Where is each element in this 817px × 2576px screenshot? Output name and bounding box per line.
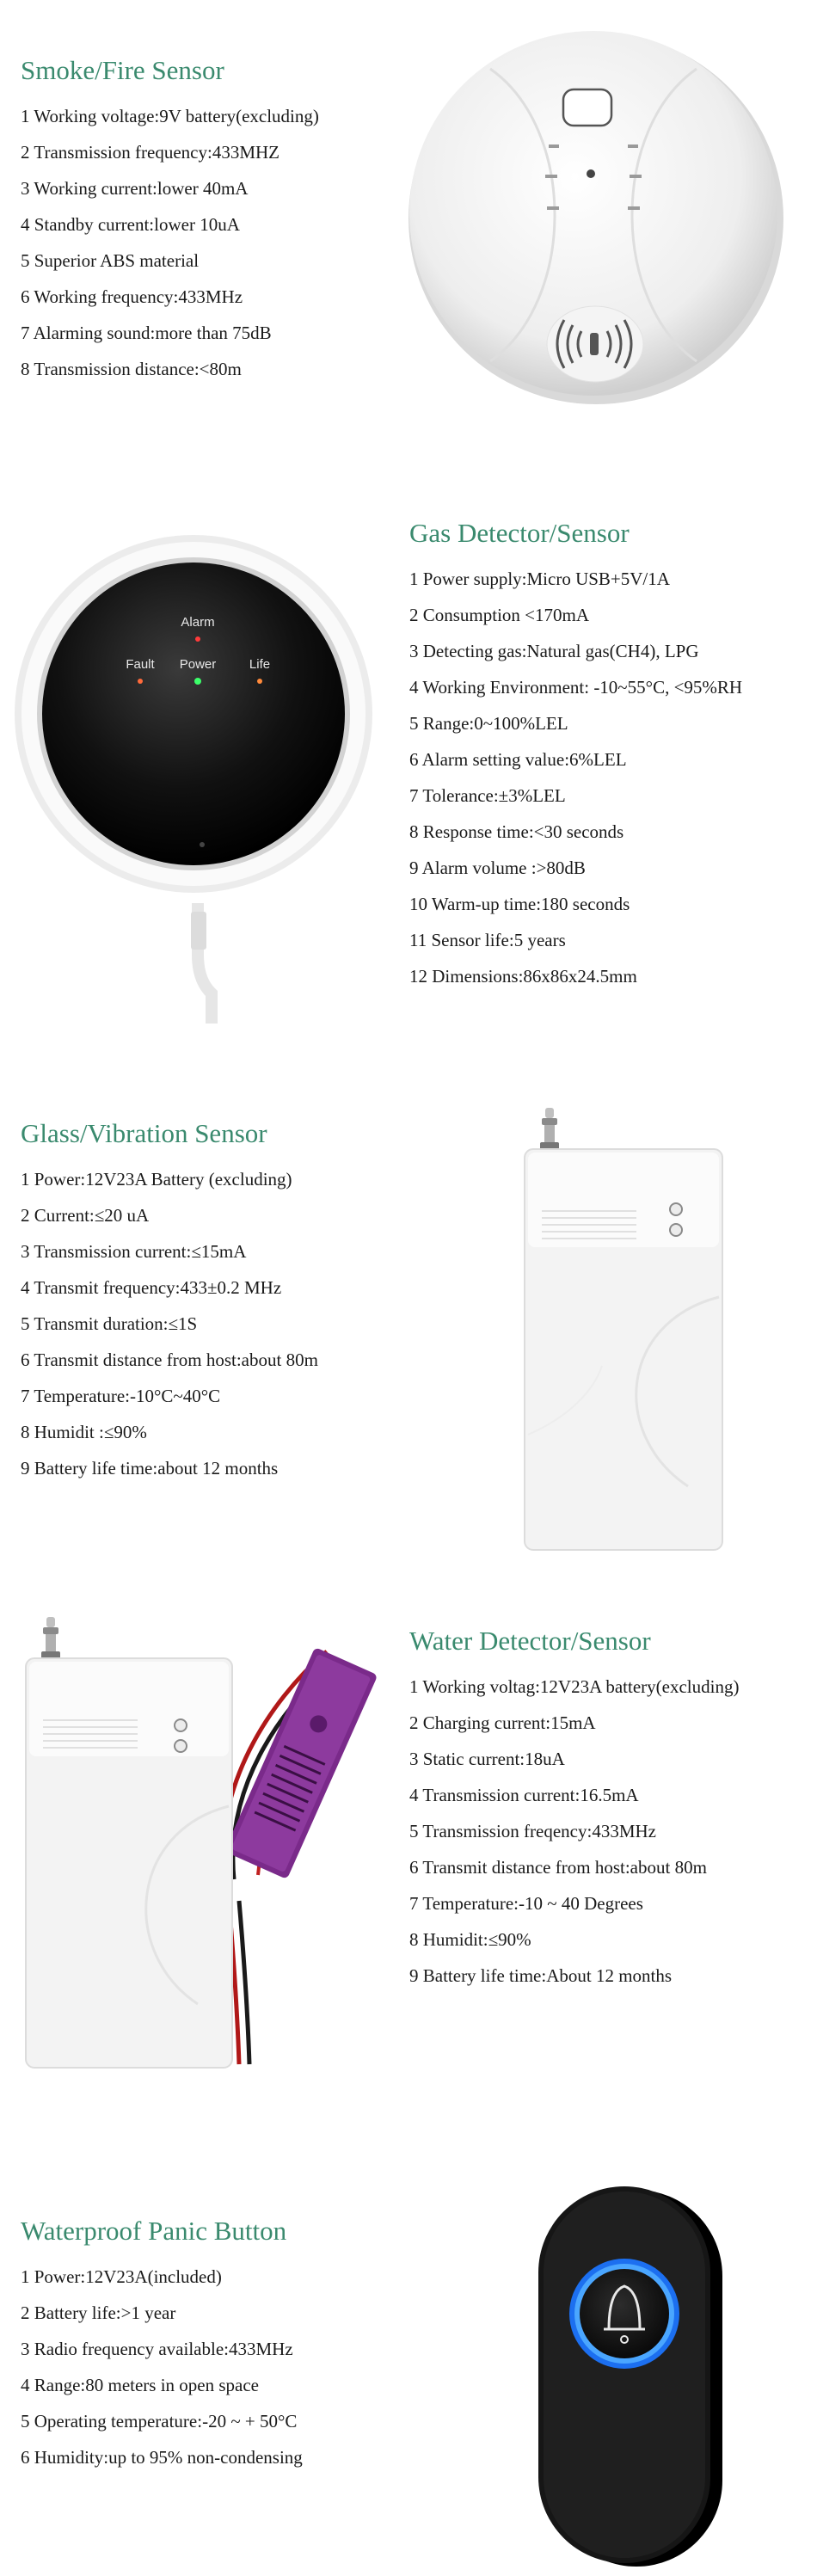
spec-item: 2 Charging current:15mA	[409, 1712, 596, 1733]
spec-item: 1 Power:12V23A(included)	[21, 2266, 222, 2287]
spec-item: 3 Radio frequency available:433MHz	[21, 2339, 293, 2359]
spec-item: 7 Temperature:-10°C~40°C	[21, 1386, 221, 1406]
life-indicator-label: Life	[249, 657, 271, 672]
spec-item: 9 Battery life time:about 12 months	[21, 1458, 279, 1479]
section-glass-vibration-sensor	[0, 1041, 817, 1557]
spec-item: 4 Transmission current:16.5mA	[409, 1785, 639, 1805]
spec-item: 9 Battery life time:About 12 months	[409, 1965, 673, 1986]
spec-item: 7 Tolerance:±3%LEL	[409, 785, 566, 806]
section-title: Gas Detector/Sensor	[409, 518, 630, 548]
spec-item: 8 Humidit:≤90%	[409, 1929, 531, 1950]
section-water-detector	[0, 1557, 817, 2116]
spec-item: 6 Humidity:up to 95% non-condensing	[21, 2447, 303, 2468]
spec-list	[21, 1161, 318, 1486]
glass-vibration-sensor-image	[516, 1108, 731, 1555]
spec-item: 7 Temperature:-10 ~ 40 Degrees	[409, 1893, 643, 1914]
power-indicator-label: Power	[179, 657, 217, 672]
spec-item: 11 Sensor life:5 years	[409, 930, 566, 950]
spec-item: 1 Working voltag:12V23A battery(excluding)	[409, 1676, 740, 1697]
fault-indicator-label: Fault	[126, 657, 155, 672]
section-title: Glass/Vibration Sensor	[21, 1118, 267, 1148]
spec-item: 8 Humidit :≤90%	[21, 1422, 147, 1442]
spec-item: 1 Power supply:Micro USB+5V/1A	[409, 569, 670, 589]
spec-item: 4 Transmit frequency:433±0.2 MHz	[21, 1277, 282, 1298]
spec-item: 4 Range:80 meters in open space	[21, 2375, 259, 2395]
spec-item: 2 Current:≤20 uA	[21, 1205, 150, 1226]
panic-button-image	[519, 2185, 734, 2572]
section-title: Water Detector/Sensor	[409, 1626, 651, 1656]
spec-item: 4 Standby current:lower 10uA	[21, 214, 240, 235]
spec-list	[409, 561, 742, 994]
spec-item: 4 Working Environment: -10~55°C, <95%RH	[409, 677, 743, 698]
spec-item: 5 Operating temperature:-20 ~ + 50°C	[21, 2411, 298, 2432]
spec-list	[21, 98, 319, 387]
spec-item: 8 Response time:<30 seconds	[409, 821, 624, 842]
spec-item: 5 Transmit duration:≤1S	[21, 1313, 198, 1334]
spec-item: 2 Battery life:>1 year	[21, 2302, 176, 2323]
section-title: Smoke/Fire Sensor	[21, 55, 224, 85]
section-title: Waterproof Panic Button	[21, 2216, 287, 2246]
spec-item: 2 Transmission frequency:433MHZ	[21, 142, 280, 163]
spec-item: 10 Warm-up time:180 seconds	[409, 894, 630, 914]
water-detector-image	[9, 1617, 396, 2073]
spec-item: 8 Transmission distance:<80m	[21, 359, 242, 379]
spec-item: 3 Static current:18uA	[409, 1749, 565, 1769]
section-gas-detector	[0, 482, 817, 1041]
gas-detector-image	[9, 525, 387, 1024]
section-smoke-fire-sensor	[0, 0, 817, 482]
spec-item: 1 Working voltage:9V battery(excluding)	[21, 106, 319, 126]
spec-item: 2 Consumption <170mA	[409, 605, 590, 625]
spec-item: 5 Transmission freqency:433MHz	[409, 1821, 656, 1841]
spec-item: 3 Transmission current:≤15mA	[21, 1241, 247, 1262]
spec-item: 6 Working frequency:433MHz	[21, 286, 243, 307]
alarm-indicator-label: Alarm	[181, 615, 215, 630]
spec-list	[409, 1669, 739, 1994]
spec-item: 7 Alarming sound:more than 75dB	[21, 323, 272, 343]
spec-item: 5 Range:0~100%LEL	[409, 713, 568, 734]
spec-item: 9 Alarm volume :>80dB	[409, 858, 586, 878]
section-panic-button	[0, 2116, 817, 2576]
spec-item: 6 Transmit distance from host:about 80m	[409, 1857, 707, 1878]
smoke-detector-image	[396, 9, 791, 413]
spec-list	[21, 2259, 303, 2475]
spec-item: 5 Superior ABS material	[21, 250, 200, 271]
spec-item: 3 Working current:lower 40mA	[21, 178, 249, 199]
spec-item: 6 Transmit distance from host:about 80m	[21, 1349, 318, 1370]
spec-item: 12 Dimensions:86x86x24.5mm	[409, 966, 637, 987]
spec-item: 3 Detecting gas:Natural gas(CH4), LPG	[409, 641, 699, 661]
spec-item: 1 Power:12V23A Battery (excluding)	[21, 1169, 292, 1190]
spec-item: 6 Alarm setting value:6%LEL	[409, 749, 627, 770]
